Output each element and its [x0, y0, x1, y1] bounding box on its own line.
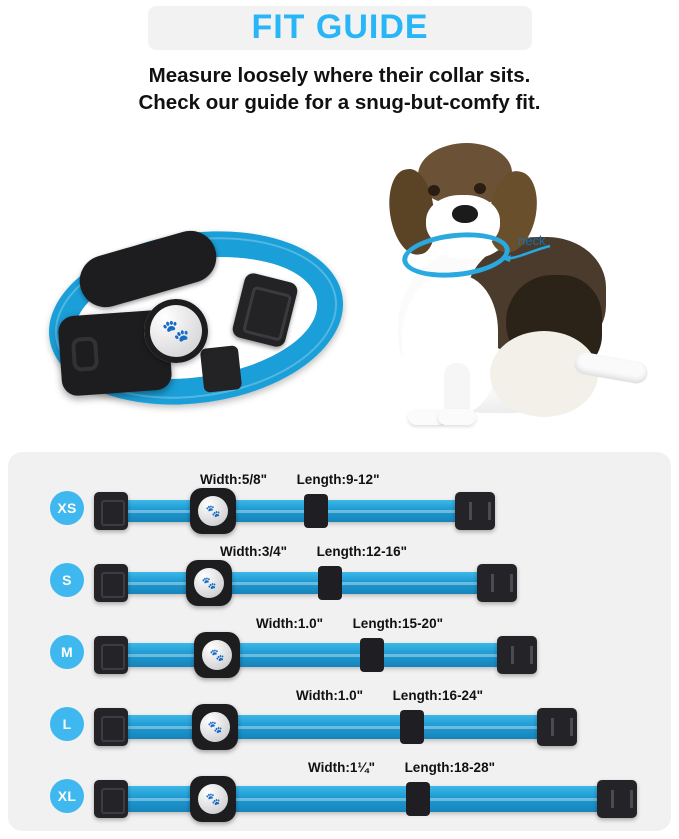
length-label-xs: Length:9-12": [296, 472, 380, 487]
paw-print-icon: 🐾: [198, 784, 228, 814]
airtag-holder-m: [194, 632, 240, 678]
dog-eye-left: [428, 185, 440, 196]
collar-strap-xl: [108, 786, 620, 812]
airtag-holder-l: [192, 704, 238, 750]
size-badge-xl: XL: [50, 779, 84, 813]
table-row: [8, 690, 671, 758]
slider-m: [360, 638, 384, 672]
dog-eye-right: [474, 183, 486, 194]
size-badge-m: M: [50, 635, 84, 669]
length-label-xl: Length:18-28": [404, 760, 495, 775]
width-label-m: Width:1.0": [256, 616, 324, 631]
length-label-m: Length:15-20": [352, 616, 443, 631]
paw-print-icon: 🐾: [200, 712, 230, 742]
buckle-right-l: [537, 708, 577, 746]
dog-nose: [452, 205, 478, 223]
size-badge-s: S: [50, 563, 84, 597]
width-label-xl: Width:1¼": [308, 760, 376, 775]
dog-paw-right: [438, 409, 476, 425]
paw-print-icon: 🐾: [202, 640, 232, 670]
size-row-labels-xl: [308, 760, 495, 775]
paw-print-icon: 🐾: [161, 317, 191, 344]
paw-print-icon: 🐾: [194, 568, 224, 598]
subtitle-line-2: Check our guide for a snug-but-comfy fit.: [138, 91, 541, 114]
size-chart-panel: [8, 452, 671, 831]
collar-strap-xs: [108, 500, 478, 522]
buckle-right-m: [497, 636, 537, 674]
collar-strap-m: [108, 643, 520, 667]
buckle-left-l: [94, 708, 128, 746]
dog-photo: [378, 125, 658, 445]
size-badge-l: L: [50, 707, 84, 741]
size-row-labels-s: [220, 544, 407, 559]
dog-front-leg-right: [444, 363, 470, 421]
table-row: [8, 546, 671, 614]
size-badge-xs: XS: [50, 491, 84, 525]
buckle-left-xs: [94, 492, 128, 530]
width-label-s: Width:3/4": [220, 544, 288, 559]
width-label-xs: Width:5/8": [200, 472, 268, 487]
subtitle-line-1: Measure loosely where their collar sits.: [148, 64, 531, 87]
paw-print-icon: 🐾: [198, 496, 228, 526]
subtitle-block: [0, 62, 679, 116]
airtag-holder-s: [186, 560, 232, 606]
buckle-left-xl: [94, 780, 128, 818]
length-label-s: Length:12-16": [316, 544, 407, 559]
airtag-holder-xs: [190, 488, 236, 534]
width-label-l: Width:1.0": [296, 688, 364, 703]
size-row-labels-l: [296, 688, 483, 703]
size-row-labels-xs: [200, 472, 379, 487]
slider-l: [400, 710, 424, 744]
slider-xs: [304, 494, 328, 528]
neck-callout-label: neck: [518, 233, 546, 248]
hero-section: [0, 125, 679, 445]
length-label-l: Length:16-24": [392, 688, 483, 703]
slider-xl: [406, 782, 430, 816]
slider-s: [318, 566, 342, 600]
dog-front-leg-left: [414, 357, 440, 421]
table-row: [8, 474, 671, 542]
buckle-left-m: [94, 636, 128, 674]
collar-strap-l: [108, 715, 560, 739]
d-ring-loop-icon: [71, 336, 99, 372]
collar-product-image: [30, 225, 360, 415]
buckle-right-s: [477, 564, 517, 602]
buckle-left-s: [94, 564, 128, 602]
table-row: [8, 762, 671, 830]
size-row-labels-m: [256, 616, 443, 631]
airtag-disc: [142, 297, 210, 365]
buckle-right-xs: [455, 492, 495, 530]
airtag-holder-xl: [190, 776, 236, 822]
collar-strap-s: [108, 572, 500, 594]
page-title: FIT GUIDE: [251, 8, 429, 46]
buckle-right-xl: [597, 780, 637, 818]
table-row: [8, 618, 671, 686]
